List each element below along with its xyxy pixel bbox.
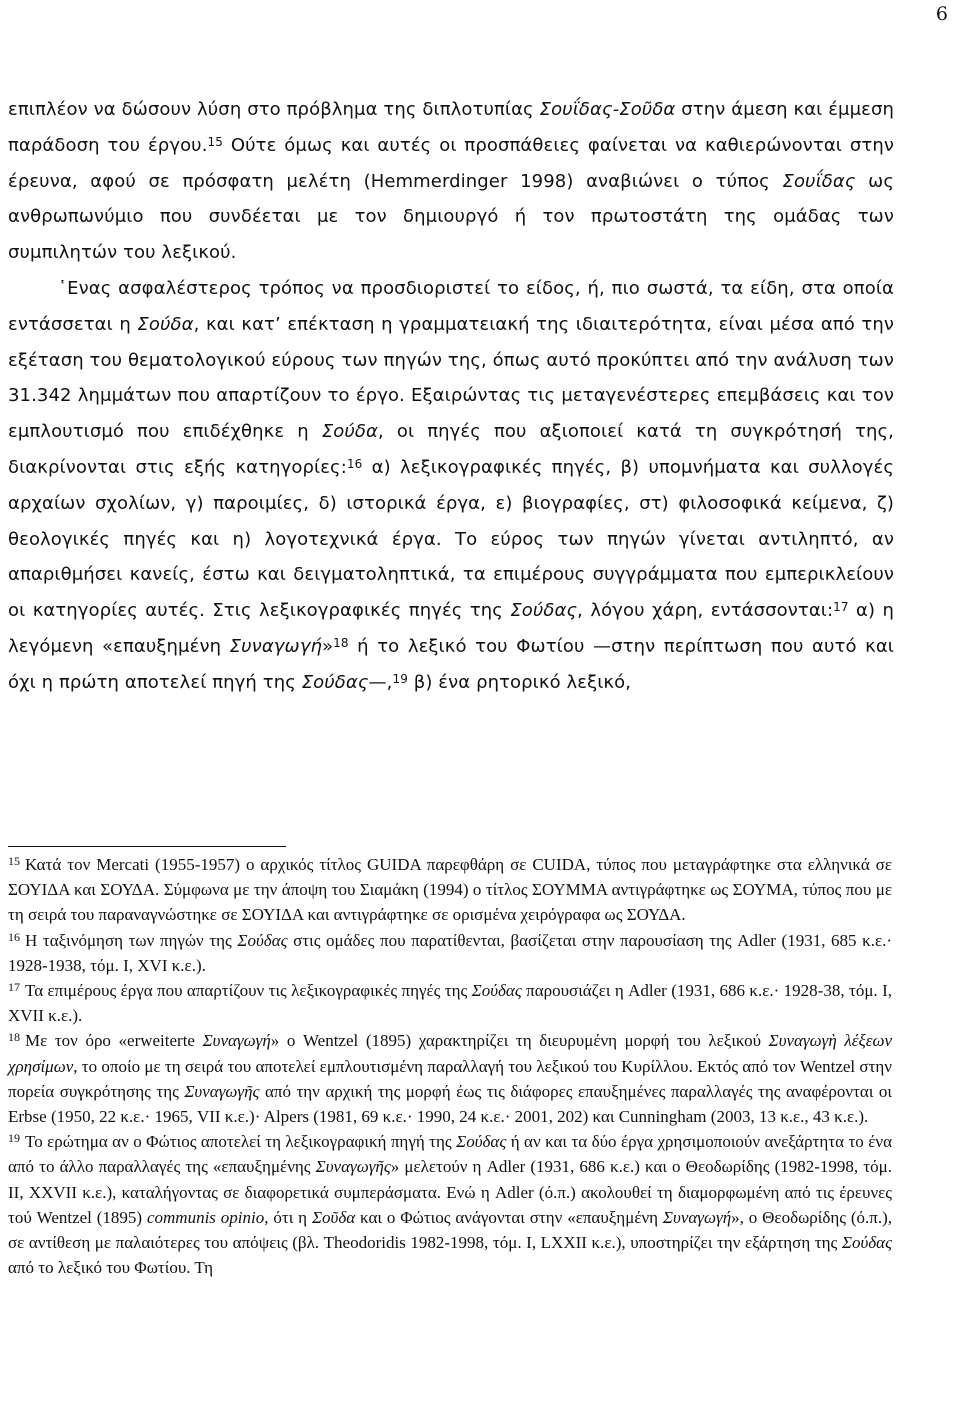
text-run: ῾Ενας ασφαλέστερος τρόπος να προσδιοριστεί το είδος, ή, πιο σωστά, τα είδη, στα οποία εντάσσεται η — [8, 277, 894, 335]
text-run: » ο Wentzel (1895) χαρακτηρίζει τη διευρυμένη μορφή του λεξικού — [270, 1031, 769, 1051]
main-text — [8, 92, 894, 701]
italic-text: Σούδας — [510, 600, 578, 622]
footnote-reference: 17 — [833, 600, 849, 615]
text-run: », ο Θεοδωρίδης (ό.π.), σε αντίθεση με παλαιότερες του απόψεις (βλ. Theodoridis 1982-1998, τόμ. Ι, LXXII κ.ε.), υποστηρίζει την εξάρτηση της — [8, 1207, 892, 1253]
italic-text: communis opinio — [146, 1207, 265, 1227]
footnote-number: 15 — [8, 854, 20, 868]
text-run: , οι πηγές που αξιοποιεί κατά τη συγκρότησή της, διακρίνονται στις εξής κατηγορίες: — [8, 421, 894, 478]
text-run: και ο Φώτιος ανάγονται στην «επαυξημένη — [355, 1207, 663, 1227]
text-run: Με τον όρο «erweiterte — [25, 1031, 203, 1051]
footnote — [8, 1129, 892, 1280]
italic-text: Σούδα — [321, 421, 379, 443]
text-run: στις ομάδες που παρατίθενται, βασίζεται στην παρουσίαση της Adler (1931, 685 κ.ε.· 1928-1938, τόμ. Ι, XVI κ.ε.). — [8, 930, 893, 975]
italic-text: Συναγωγή — [662, 1207, 732, 1227]
text-run: β) ένα ρητορικό λεξικό, — [407, 671, 632, 693]
text-run: , το οποίο με τη σειρά του αποτελεί εμπλουτισμένη παραλλαγή του λεξικού του Κυρίλλου. Εκτός από τον Wentzel στην πορεία συγκρότησης της — [8, 1056, 892, 1101]
italic-text: Σούδας — [301, 671, 369, 693]
text-run: Το ερώτημα αν ο Φώτιος αποτελεί τη λεξικογραφική πηγή της — [25, 1132, 457, 1152]
italic-text: Σούδας — [237, 930, 288, 950]
italic-text: Σοῦδα — [311, 1207, 356, 1227]
italic-text: Συναγωγῆς — [184, 1081, 260, 1101]
text-run: στην άμεση και έμμεση παράδοση του έργου. — [8, 99, 894, 156]
footnote — [8, 928, 892, 978]
page-number: 6 — [935, 3, 948, 25]
text-run: παρουσιάζει η Adler (1931, 686 κ.ε.· 1928-38, τόμ. Ι, XVII κ.ε.). — [8, 981, 892, 1026]
footnote-separator — [8, 846, 286, 847]
italic-text: Συναγωγῆς — [315, 1157, 391, 1177]
text-run: α) λεξικογραφικές πηγές, β) υπομνήματα και συλλογές αρχαίων σχολίων, γ) παροιμίες, δ) ιστορικά έργα, ε) βιογραφίες, στ) φιλοσοφικά κείμενα, ζ) θεολογικές πηγές και η) λογοτεχνικά έργα. Το εύρος των πηγών γίνεται αντιληπτό, αν απαριθμήσει κανείς, έστω και δειγματοληπτικά, τα επιμέρους συγγράμματα που εμπερικλείουν οι κατηγορίες αυτές. Στις λεξικογραφικές πηγές της — [8, 456, 894, 622]
footnote-reference: 15 — [207, 134, 223, 149]
text-run: » — [321, 635, 334, 657]
footnote-number: 17 — [8, 980, 20, 995]
italic-text: Συναγωγή — [202, 1031, 271, 1051]
italic-text: Σούδα — [137, 313, 194, 335]
italic-text: Σούδας — [456, 1132, 507, 1152]
text-run: , και κατ’ επέκταση η γραμματειακή της ιδιαιτερότητα, είναι μέσα από την εξέταση του θεματολογικού εύρους των πηγών της, όπως αυτό προκύπτει από την ανάλυση των 31.342 λημμάτων που απαρτίζουν το έργο. Εξαιρώντας τις μεταγενέστερες επεμβάσεις και τον εμπλουτισμό που επιδέχθηκε η — [8, 313, 894, 443]
italic-text: Σούδας — [841, 1233, 892, 1253]
footnote-number: 18 — [8, 1030, 20, 1045]
text-run: από την αρχική της μορφή έως τις διάφορες επαυξημένες παραλλαγές της αναφέρονται οι Erbse (1950, 22 κ.ε.· 1965, VII κ.ε.)· Alpers (1981, 69 κ.ε.· 1990, 24 κ.ε.· 2001, 202) και Cunningham (2003, 13 κ.ε., 43 κ.ε.). — [8, 1081, 892, 1127]
footnote-reference: 19 — [392, 671, 408, 686]
italic-text: Σούδας — [471, 981, 522, 1001]
text-run: ή το λεξικό του Φωτίου —στην περίπτωση που αυτό και όχι η πρώτη αποτελεί πηγή της — [8, 635, 894, 693]
paragraph — [8, 271, 894, 701]
text-run: α) η λεγόμενη «επαυξημένη — [8, 600, 894, 657]
footnote — [8, 978, 892, 1028]
text-run: —, — [368, 671, 393, 693]
text-run: Τα επιμέρους έργα που απαρτίζουν τις λεξικογραφικές πηγές της — [25, 981, 472, 1001]
text-run: Η ταξινόμηση των πηγών της — [25, 930, 238, 950]
text-run: ή αν και τα δύο έργα χρησιμοποιούν ανεξάρτητα το ένα από το άλλο παραλλαγές της «επαυξημένης — [8, 1132, 892, 1177]
italic-text: Σουΐδας — [782, 170, 856, 192]
footnote — [8, 852, 892, 928]
italic-text: Συναγωγή — [229, 635, 322, 657]
footnote-reference: 18 — [333, 635, 349, 650]
italic-text: Σουΐδας-Σοῦδα — [539, 99, 676, 120]
text-run: από το λεξικό του Φωτίου. Τη — [8, 1258, 214, 1278]
footnotes-section — [8, 852, 892, 1280]
text-run: επιπλέον να δώσουν λύση στο πρόβλημα της διπλοτυπίας — [8, 99, 540, 120]
text-run: ως ανθρωπωνύμιο που συνδέεται με τον δημιουργό ή τον πρωτοστάτη της ομάδας των συμπιλητών του λεξικού. — [8, 170, 894, 264]
text-run: Κατά τον Mercati (1955-1957) ο αρχικός τίτλος GUIDA παρεφθάρη σε CUIDA, τύπος που μεταγράφτηκε στα ελληνικά σε ΣΟΥΙΔΑ και ΣΟΥΔΑ. Σύμφωνα με την άποψη του Σιαμάκη (1994) ο τίτλος ΣΟΥΜΜΑ αντιγράφτηκε ως ΣΟΥΜΑ, τύπος που με τη σειρά του παραναγνώστηκε σε ΣΟΥΙΔΑ και αντιγράφτηκε σε ορισμένα χειρόγραφα ως ΣΟΥΔΑ. — [8, 855, 892, 925]
footnote-number: 16 — [8, 929, 20, 944]
footnote-number: 19 — [8, 1131, 20, 1146]
italic-text: Συναγωγὴ λέξεων χρησίμων — [8, 1031, 892, 1076]
text-run: » μελετούν η Adler (1931, 686 κ.ε.) και ο Θεοδωρίδης (1982-1998, τόμ. ΙΙ, XXVII κ.ε.), καταλήγοντας σε διαφορετικά συμπεράσματα. Ενώ η Adler (ό.π.) ακολουθεί τη διαμορφωμένη από τις έρευνες τού Wentzel (1895) — [8, 1157, 892, 1227]
text-run: , ότι η — [264, 1207, 312, 1227]
text-run: , λόγου χάρη, εντάσσονται: — [577, 600, 834, 622]
paragraph — [8, 92, 894, 271]
footnote — [8, 1028, 892, 1129]
footnote-reference: 16 — [346, 456, 363, 471]
text-run: Ούτε όμως και αυτές οι προσπάθειες φαίνεται να καθιερώνονται στην έρευνα, αφού σε πρόσφατη μελέτη (Hemmerdinger 1998) αναβιώνει ο τύπος — [8, 134, 894, 192]
